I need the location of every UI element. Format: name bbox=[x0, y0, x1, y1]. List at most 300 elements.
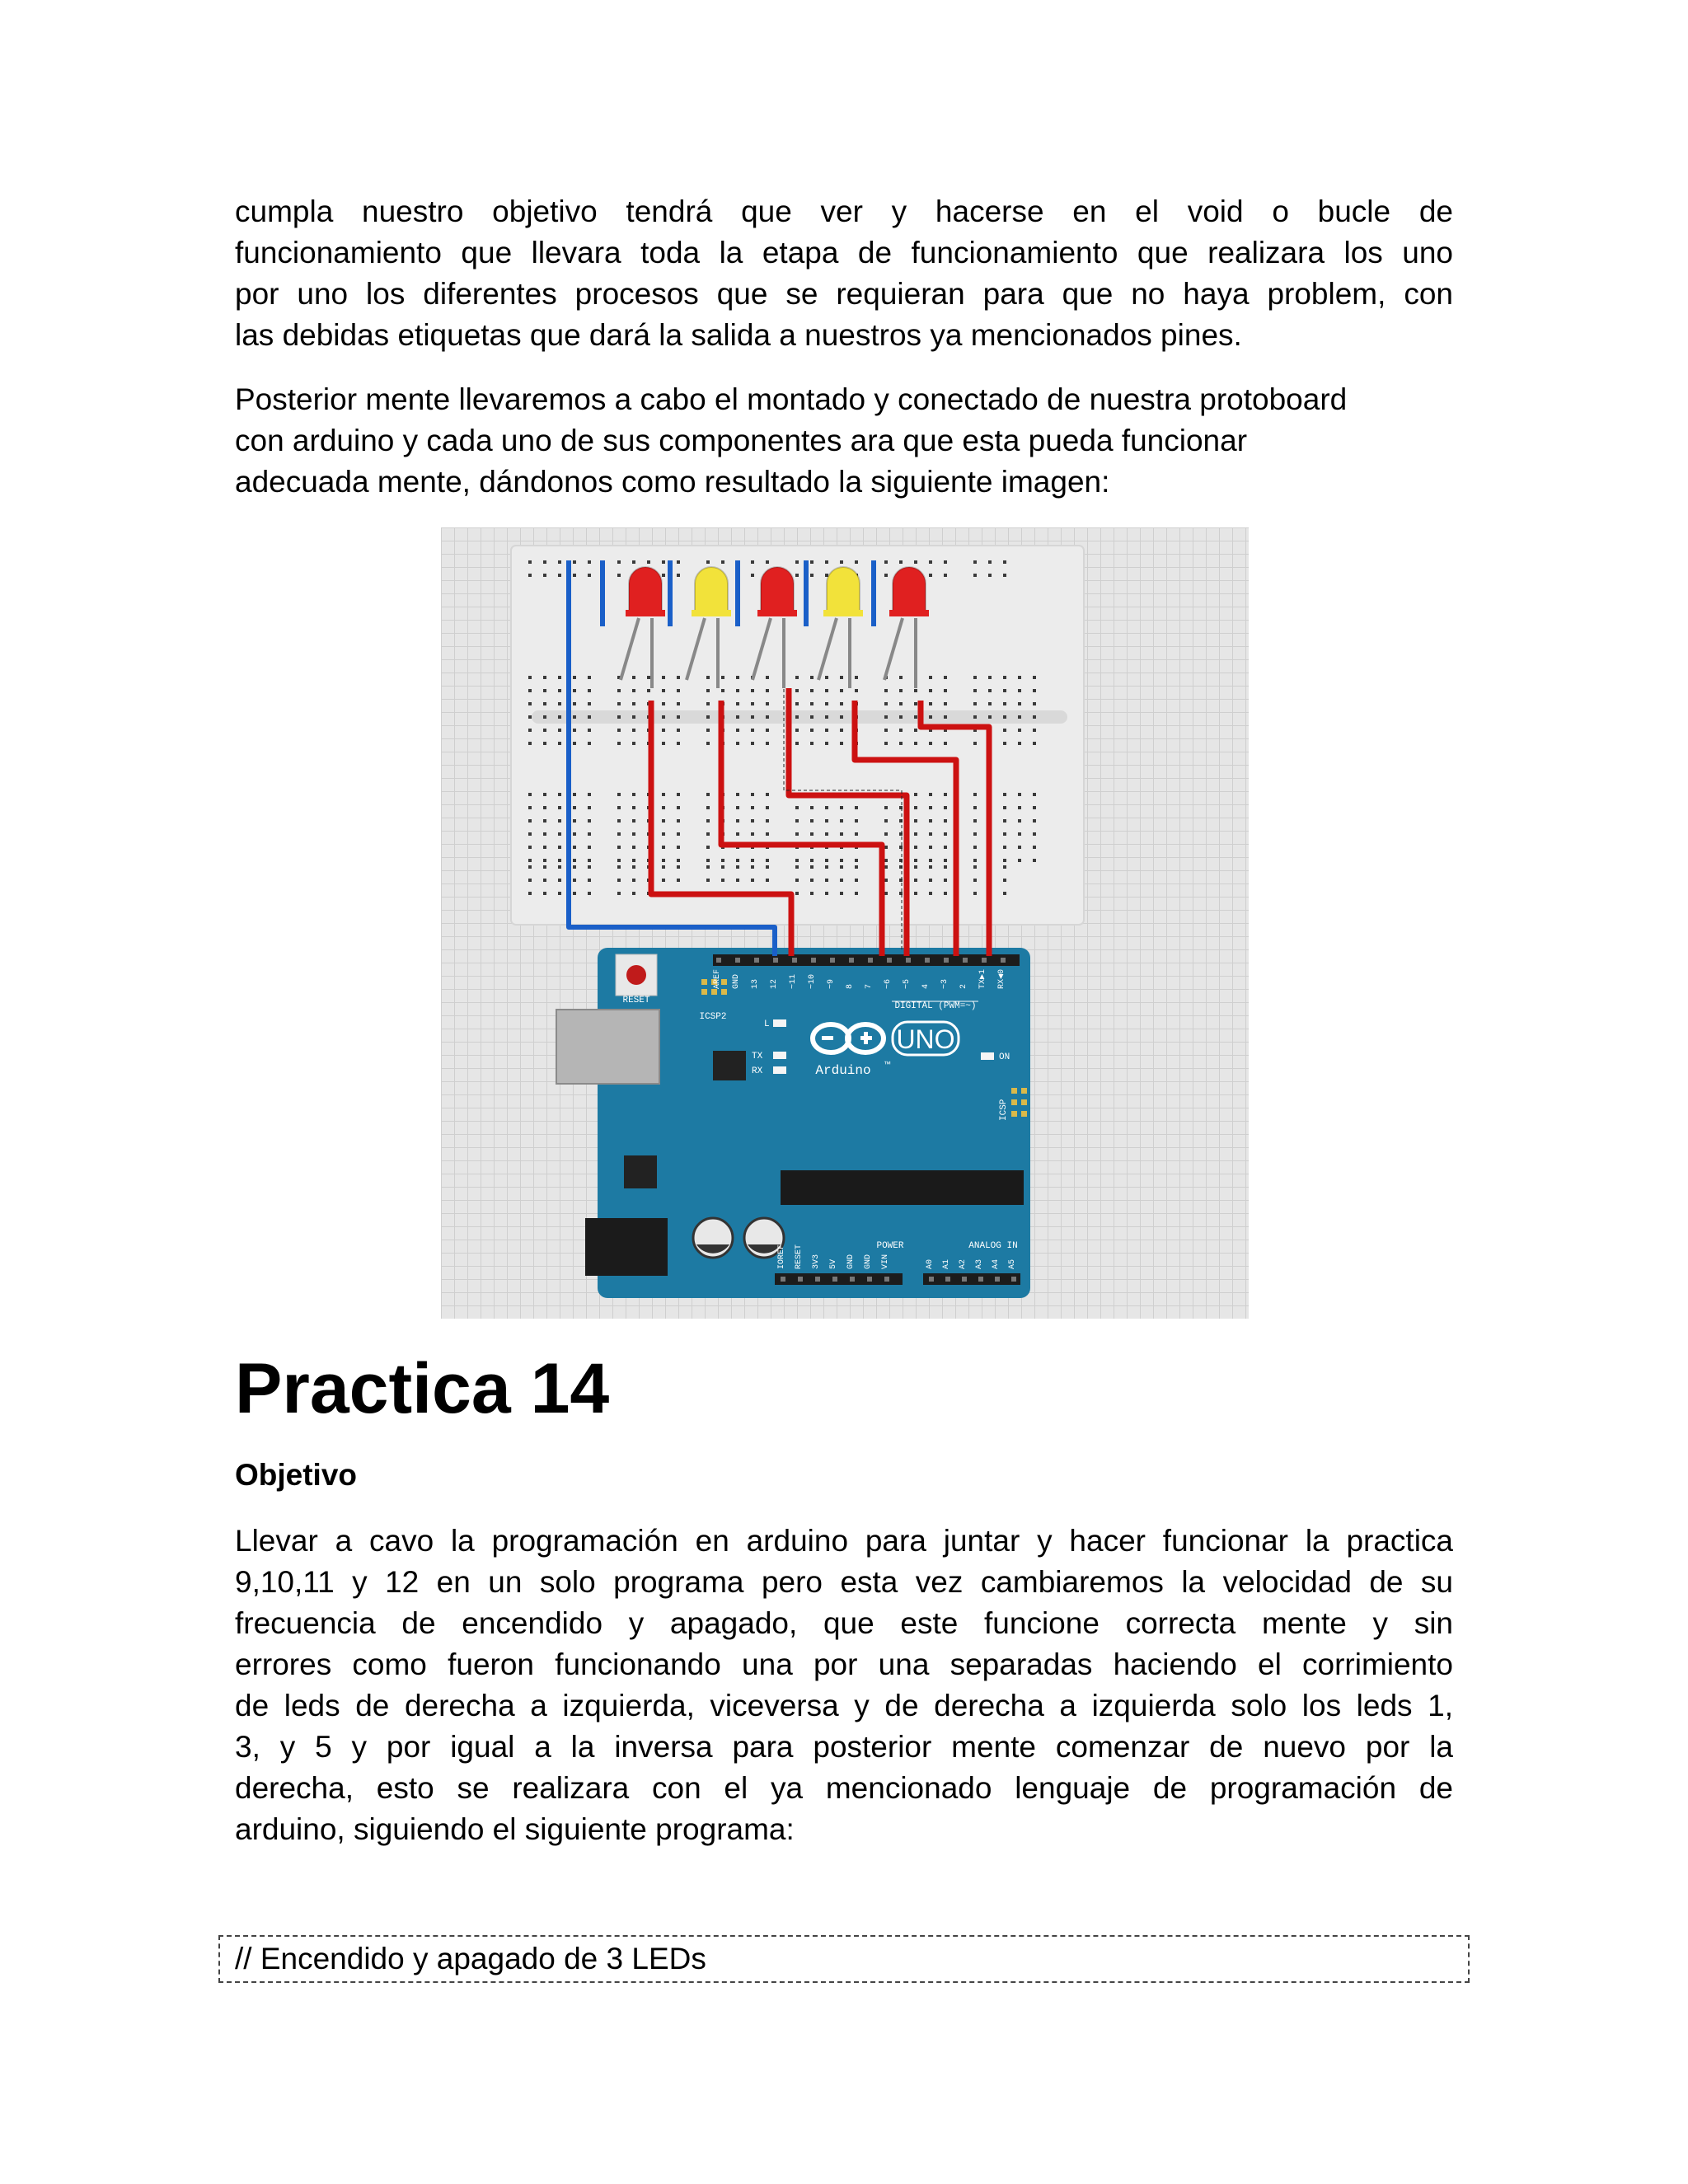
breadboard-hole bbox=[929, 702, 932, 705]
paragraph-3-line: arduino, siguiendo el siguiente programa: bbox=[235, 1812, 795, 1846]
breadboard-hole bbox=[899, 689, 903, 692]
breadboard-hole bbox=[914, 729, 917, 732]
paragraph-2-line: con arduino y cada uno de sus componentes ara que esta pueda funcionar bbox=[235, 424, 1248, 457]
breadboard-hole bbox=[662, 793, 665, 796]
l-led bbox=[773, 1019, 786, 1027]
chip-small bbox=[713, 1051, 746, 1080]
breadboard-hole bbox=[810, 892, 814, 895]
breadboard-hole bbox=[736, 819, 739, 823]
microcontroller-chip bbox=[781, 1170, 1024, 1205]
breadboard-hole bbox=[973, 892, 977, 895]
breadboard-hole bbox=[825, 859, 828, 862]
breadboard-hole bbox=[558, 859, 561, 862]
breadboard-hole bbox=[766, 832, 769, 836]
breadboard-hole bbox=[662, 879, 665, 882]
breadboard-hole bbox=[662, 676, 665, 679]
paragraph-3-line: Llevar a cavo la programación en arduino para juntar y hacer funcionar la practica bbox=[235, 1524, 1453, 1558]
breadboard-hole bbox=[677, 859, 680, 862]
icsp-pin bbox=[1011, 1088, 1017, 1094]
power-pin-label: GND bbox=[864, 1254, 873, 1269]
breadboard-hole bbox=[1018, 859, 1021, 862]
breadboard-hole bbox=[662, 560, 665, 564]
breadboard-hole bbox=[558, 806, 561, 809]
breadboard-hole bbox=[736, 742, 739, 745]
digital-pin-label: AREF bbox=[713, 968, 722, 989]
breadboard-hole bbox=[573, 846, 576, 849]
reset-button bbox=[626, 965, 646, 985]
led-body bbox=[629, 567, 662, 615]
breadboard-hole bbox=[1033, 729, 1036, 732]
breadboard-hole bbox=[810, 676, 814, 679]
led-base bbox=[889, 610, 929, 616]
header-pin bbox=[962, 1277, 967, 1282]
breadboard-hole bbox=[795, 879, 799, 882]
breadboard-hole bbox=[855, 689, 858, 692]
breadboard-hole bbox=[706, 879, 710, 882]
breadboard-hole bbox=[795, 892, 799, 895]
breadboard-hole bbox=[558, 560, 561, 564]
breadboard-hole bbox=[528, 560, 532, 564]
breadboard-hole bbox=[810, 806, 814, 809]
led-body bbox=[695, 567, 728, 615]
breadboard-hole bbox=[662, 819, 665, 823]
paragraph-1-line: cumpla nuestro objetivo tendrá que ver y hacerse en el void o bucle de bbox=[235, 194, 1453, 228]
breadboard-hole bbox=[751, 819, 754, 823]
breadboard-hole bbox=[929, 865, 932, 869]
breadboard-hole bbox=[1033, 832, 1036, 836]
paragraph-3-line: 9,10,11 y 12 en un solo programa pero esta vez cambiaremos la velocidad de su bbox=[235, 1565, 1453, 1599]
breadboard-hole bbox=[528, 742, 532, 745]
paragraph-3-line: derecha, esto se realizara con el ya mencionado lenguaje de programación de bbox=[235, 1771, 1453, 1805]
analog-pin-label: A3 bbox=[975, 1258, 984, 1269]
breadboard-hole bbox=[617, 879, 621, 882]
breadboard-hole bbox=[528, 729, 532, 732]
breadboard-hole bbox=[929, 574, 932, 577]
breadboard-hole bbox=[988, 574, 992, 577]
code-box: // Encendido y apagado de 3 LEDs bbox=[218, 1935, 1470, 1983]
breadboard-hole bbox=[899, 715, 903, 719]
breadboard-hole bbox=[751, 715, 754, 719]
breadboard-hole bbox=[736, 865, 739, 869]
breadboard-hole bbox=[944, 859, 947, 862]
breadboard-hole bbox=[588, 846, 591, 849]
breadboard-hole bbox=[929, 689, 932, 692]
breadboard-hole bbox=[632, 702, 635, 705]
paragraph-3-line: 3, y 5 y por igual a la inversa para posterior mente comenzar de nuevo por la bbox=[235, 1730, 1453, 1764]
breadboard-hole bbox=[884, 729, 888, 732]
breadboard-hole bbox=[840, 892, 843, 895]
breadboard-hole bbox=[573, 806, 576, 809]
breadboard-hole bbox=[914, 560, 917, 564]
breadboard-hole bbox=[632, 742, 635, 745]
breadboard-hole bbox=[632, 865, 635, 869]
breadboard-hole bbox=[840, 819, 843, 823]
breadboard-hole bbox=[1018, 793, 1021, 796]
breadboard-hole bbox=[677, 819, 680, 823]
header-pin bbox=[716, 958, 721, 963]
breadboard-hole bbox=[884, 742, 888, 745]
breadboard-hole bbox=[795, 832, 799, 836]
page-title: Practica 14 bbox=[235, 1349, 610, 1428]
breadboard-hole bbox=[751, 742, 754, 745]
breadboard-channel bbox=[532, 710, 1067, 724]
breadboard-hole bbox=[706, 689, 710, 692]
breadboard-hole bbox=[810, 865, 814, 869]
breadboard-hole bbox=[914, 689, 917, 692]
breadboard-hole bbox=[662, 729, 665, 732]
breadboard-hole bbox=[543, 742, 546, 745]
breadboard-hole bbox=[825, 702, 828, 705]
breadboard-hole bbox=[558, 715, 561, 719]
header-pin bbox=[929, 1277, 934, 1282]
breadboard-hole bbox=[1003, 689, 1006, 692]
breadboard-hole bbox=[617, 689, 621, 692]
breadboard-hole bbox=[884, 560, 888, 564]
breadboard-hole bbox=[543, 560, 546, 564]
breadboard-hole bbox=[795, 729, 799, 732]
breadboard-hole bbox=[736, 689, 739, 692]
breadboard-hole bbox=[528, 819, 532, 823]
breadboard-hole bbox=[736, 832, 739, 836]
breadboard-hole bbox=[1003, 819, 1006, 823]
breadboard-hole bbox=[810, 742, 814, 745]
digital-pin-label: ~3 bbox=[940, 978, 950, 989]
breadboard-hole bbox=[677, 560, 680, 564]
breadboard-hole bbox=[766, 742, 769, 745]
breadboard-hole bbox=[632, 892, 635, 895]
power-pin-label: IOREF bbox=[777, 1244, 786, 1269]
breadboard-hole bbox=[1033, 846, 1036, 849]
breadboard-hole bbox=[588, 793, 591, 796]
breadboard-hole bbox=[543, 689, 546, 692]
breadboard-hole bbox=[899, 702, 903, 705]
breadboard-hole bbox=[973, 846, 977, 849]
breadboard-hole bbox=[543, 859, 546, 862]
breadboard-hole bbox=[588, 819, 591, 823]
breadboard-hole bbox=[736, 702, 739, 705]
power-label: POWER bbox=[876, 1241, 904, 1251]
header-pin bbox=[963, 958, 968, 963]
breadboard-hole bbox=[929, 560, 932, 564]
breadboard-hole bbox=[795, 819, 799, 823]
breadboard-hole bbox=[1018, 702, 1021, 705]
breadboard-hole bbox=[973, 560, 977, 564]
rx-led bbox=[773, 1066, 786, 1074]
breadboard-hole bbox=[825, 715, 828, 719]
breadboard-hole bbox=[721, 676, 724, 679]
breadboard-hole bbox=[973, 689, 977, 692]
breadboard-hole bbox=[588, 689, 591, 692]
breadboard-hole bbox=[840, 806, 843, 809]
header-pin bbox=[944, 958, 949, 963]
breadboard-hole bbox=[617, 865, 621, 869]
breadboard-hole bbox=[840, 689, 843, 692]
breadboard-hole bbox=[825, 832, 828, 836]
breadboard-hole bbox=[1018, 806, 1021, 809]
breadboard-hole bbox=[1003, 865, 1006, 869]
breadboard-hole bbox=[929, 819, 932, 823]
breadboard-hole bbox=[528, 715, 532, 719]
breadboard-hole bbox=[825, 806, 828, 809]
breadboard-hole bbox=[617, 702, 621, 705]
breadboard-hole bbox=[558, 865, 561, 869]
paragraph-1 bbox=[235, 191, 1453, 356]
breadboard-hole bbox=[944, 689, 947, 692]
breadboard-hole bbox=[766, 865, 769, 869]
icsp-pin bbox=[1021, 1088, 1027, 1094]
breadboard-hole bbox=[558, 702, 561, 705]
breadboard-hole bbox=[721, 859, 724, 862]
icsp-pin bbox=[701, 979, 707, 985]
breadboard-hole bbox=[751, 793, 754, 796]
breadboard-hole bbox=[558, 574, 561, 577]
paragraph-3-line: de leds de derecha a izquierda, viceversa y de derecha a izquierda solo los leds 1, bbox=[235, 1689, 1453, 1722]
breadboard-hole bbox=[588, 560, 591, 564]
breadboard-hole bbox=[1003, 832, 1006, 836]
paragraph-2 bbox=[235, 379, 1453, 503]
power-jack bbox=[585, 1218, 668, 1276]
circuit-diagram bbox=[441, 527, 1249, 1319]
breadboard-hole bbox=[766, 702, 769, 705]
breadboard-hole bbox=[573, 715, 576, 719]
led-base bbox=[692, 610, 731, 616]
breadboard-hole bbox=[588, 832, 591, 836]
breadboard-hole bbox=[706, 865, 710, 869]
breadboard-hole bbox=[929, 879, 932, 882]
digital-pin-label: ~10 bbox=[808, 973, 817, 989]
breadboard-hole bbox=[632, 676, 635, 679]
breadboard-hole bbox=[944, 560, 947, 564]
arduino-board bbox=[556, 948, 1030, 1298]
breadboard-hole bbox=[1033, 859, 1036, 862]
breadboard-hole bbox=[543, 676, 546, 679]
breadboard-hole bbox=[810, 715, 814, 719]
breadboard-hole bbox=[662, 702, 665, 705]
breadboard-hole bbox=[795, 560, 799, 564]
breadboard-hole bbox=[751, 702, 754, 705]
breadboard-hole bbox=[573, 859, 576, 862]
breadboard-hole bbox=[810, 879, 814, 882]
breadboard-hole bbox=[914, 865, 917, 869]
breadboard-hole bbox=[944, 715, 947, 719]
breadboard-hole bbox=[1003, 892, 1006, 895]
breadboard-hole bbox=[840, 865, 843, 869]
led-body bbox=[827, 567, 860, 615]
breadboard-hole bbox=[573, 742, 576, 745]
breadboard-hole bbox=[973, 879, 977, 882]
breadboard-hole bbox=[766, 806, 769, 809]
breadboard-hole bbox=[766, 819, 769, 823]
breadboard-hole bbox=[1003, 574, 1006, 577]
breadboard-hole bbox=[662, 846, 665, 849]
breadboard-hole bbox=[766, 729, 769, 732]
breadboard-hole bbox=[588, 702, 591, 705]
breadboard-hole bbox=[632, 846, 635, 849]
breadboard-hole bbox=[1018, 729, 1021, 732]
breadboard-hole bbox=[706, 832, 710, 836]
breadboard-hole bbox=[855, 806, 858, 809]
breadboard-hole bbox=[706, 702, 710, 705]
breadboard-hole bbox=[914, 859, 917, 862]
digital-pin-label: TX▶1 bbox=[978, 968, 987, 989]
breadboard-hole bbox=[988, 689, 992, 692]
breadboard-hole bbox=[617, 729, 621, 732]
breadboard-hole bbox=[884, 846, 888, 849]
breadboard-hole bbox=[795, 702, 799, 705]
breadboard-hole bbox=[929, 846, 932, 849]
breadboard-hole bbox=[543, 806, 546, 809]
breadboard-hole bbox=[528, 702, 532, 705]
breadboard-hole bbox=[706, 819, 710, 823]
power-pin-label: 5V bbox=[829, 1258, 838, 1269]
breadboard-hole bbox=[1033, 702, 1036, 705]
icsp-pin bbox=[721, 989, 727, 995]
breadboard-hole bbox=[736, 879, 739, 882]
breadboard-hole bbox=[588, 715, 591, 719]
breadboard-hole bbox=[973, 859, 977, 862]
breadboard-hole bbox=[677, 879, 680, 882]
breadboard-hole bbox=[929, 676, 932, 679]
header-pin bbox=[815, 1277, 820, 1282]
uno-label: UNO bbox=[896, 1024, 955, 1054]
led-body bbox=[893, 567, 926, 615]
digital-label: DIGITAL (PWM=~) bbox=[894, 1001, 977, 1011]
breadboard-hole bbox=[721, 879, 724, 882]
breadboard-hole bbox=[543, 892, 546, 895]
header-pin bbox=[982, 958, 987, 963]
breadboard-hole bbox=[929, 742, 932, 745]
breadboard-hole bbox=[929, 806, 932, 809]
breadboard-hole bbox=[884, 892, 888, 895]
breadboard-hole bbox=[543, 832, 546, 836]
breadboard-hole bbox=[573, 676, 576, 679]
paragraph-1-line: las debidas etiquetas que dará la salida a nuestros ya mencionados pines. bbox=[235, 318, 1242, 352]
breadboard-hole bbox=[677, 846, 680, 849]
led-body bbox=[761, 567, 794, 615]
breadboard-hole bbox=[840, 879, 843, 882]
breadboard-hole bbox=[944, 574, 947, 577]
digital-pin-label: 12 bbox=[770, 978, 779, 989]
breadboard-hole bbox=[706, 715, 710, 719]
breadboard-hole bbox=[573, 793, 576, 796]
breadboard-hole bbox=[558, 832, 561, 836]
led-base bbox=[757, 610, 797, 616]
breadboard-hole bbox=[558, 676, 561, 679]
digital-pin-label: ~9 bbox=[827, 978, 836, 989]
breadboard-hole bbox=[944, 892, 947, 895]
paragraph-3-line: frecuencia de encendido y apagado, que este funcione correcta mente y sin bbox=[235, 1606, 1453, 1640]
paragraph-2-line: Posterior mente llevaremos a cabo el montado y conectado de nuestra protoboard bbox=[235, 382, 1348, 416]
breadboard-hole bbox=[1033, 689, 1036, 692]
breadboard-hole bbox=[914, 742, 917, 745]
breadboard-hole bbox=[706, 676, 710, 679]
breadboard-hole bbox=[855, 560, 858, 564]
digital-pin-label: RX◀0 bbox=[997, 968, 1006, 989]
breadboard-hole bbox=[825, 819, 828, 823]
breadboard-hole bbox=[884, 859, 888, 862]
breadboard-hole bbox=[766, 560, 769, 564]
breadboard-hole bbox=[855, 676, 858, 679]
breadboard-hole bbox=[840, 676, 843, 679]
header-pin bbox=[849, 958, 854, 963]
breadboard-hole bbox=[573, 879, 576, 882]
breadboard-hole bbox=[855, 879, 858, 882]
header-pin bbox=[925, 958, 930, 963]
breadboard-hole bbox=[558, 793, 561, 796]
breadboard-hole bbox=[706, 729, 710, 732]
breadboard-hole bbox=[855, 832, 858, 836]
breadboard-hole bbox=[573, 832, 576, 836]
breadboard-hole bbox=[1033, 742, 1036, 745]
l-label: L bbox=[764, 1019, 770, 1029]
header-pin bbox=[811, 958, 816, 963]
breadboard-hole bbox=[543, 729, 546, 732]
breadboard-hole bbox=[617, 560, 621, 564]
circuit-figure bbox=[441, 527, 1249, 1319]
breadboard-hole bbox=[588, 676, 591, 679]
breadboard-hole bbox=[766, 793, 769, 796]
breadboard-hole bbox=[973, 574, 977, 577]
breadboard-hole bbox=[914, 793, 917, 796]
breadboard-hole bbox=[543, 574, 546, 577]
breadboard-hole bbox=[795, 806, 799, 809]
breadboard-hole bbox=[1018, 676, 1021, 679]
breadboard-hole bbox=[706, 793, 710, 796]
breadboard-hole bbox=[543, 702, 546, 705]
voltage-regulator bbox=[624, 1155, 657, 1188]
breadboard-hole bbox=[840, 560, 843, 564]
led-base bbox=[626, 610, 665, 616]
breadboard-hole bbox=[736, 715, 739, 719]
breadboard-hole bbox=[840, 702, 843, 705]
tx-label: TX bbox=[752, 1052, 763, 1062]
breadboard-hole bbox=[914, 715, 917, 719]
breadboard-hole bbox=[944, 865, 947, 869]
rx-label: RX bbox=[752, 1066, 763, 1076]
breadboard-hole bbox=[528, 793, 532, 796]
breadboard-hole bbox=[528, 859, 532, 862]
breadboard-hole bbox=[573, 702, 576, 705]
breadboard-hole bbox=[721, 865, 724, 869]
breadboard-hole bbox=[1003, 676, 1006, 679]
breadboard-hole bbox=[973, 832, 977, 836]
breadboard-hole bbox=[677, 574, 680, 577]
breadboard-hole bbox=[810, 702, 814, 705]
breadboard-hole bbox=[573, 892, 576, 895]
header-pin bbox=[754, 958, 759, 963]
breadboard-hole bbox=[617, 793, 621, 796]
breadboard-hole bbox=[588, 859, 591, 862]
breadboard-hole bbox=[706, 560, 710, 564]
breadboard-hole bbox=[899, 742, 903, 745]
breadboard-hole bbox=[751, 560, 754, 564]
breadboard-hole bbox=[647, 676, 650, 679]
header-pin bbox=[792, 958, 797, 963]
breadboard-hole bbox=[899, 676, 903, 679]
analog-pin-label: A2 bbox=[959, 1258, 968, 1269]
digital-pin-label: 8 bbox=[846, 983, 855, 989]
breadboard-hole bbox=[751, 806, 754, 809]
breadboard-hole bbox=[677, 806, 680, 809]
breadboard-hole bbox=[617, 832, 621, 836]
header-pin bbox=[978, 1277, 983, 1282]
breadboard-hole bbox=[677, 702, 680, 705]
analog-pin-label: A4 bbox=[992, 1258, 1001, 1269]
breadboard-hole bbox=[558, 689, 561, 692]
digital-pin-label: GND bbox=[732, 973, 741, 989]
breadboard-hole bbox=[929, 892, 932, 895]
icsp-pin bbox=[1021, 1099, 1027, 1105]
